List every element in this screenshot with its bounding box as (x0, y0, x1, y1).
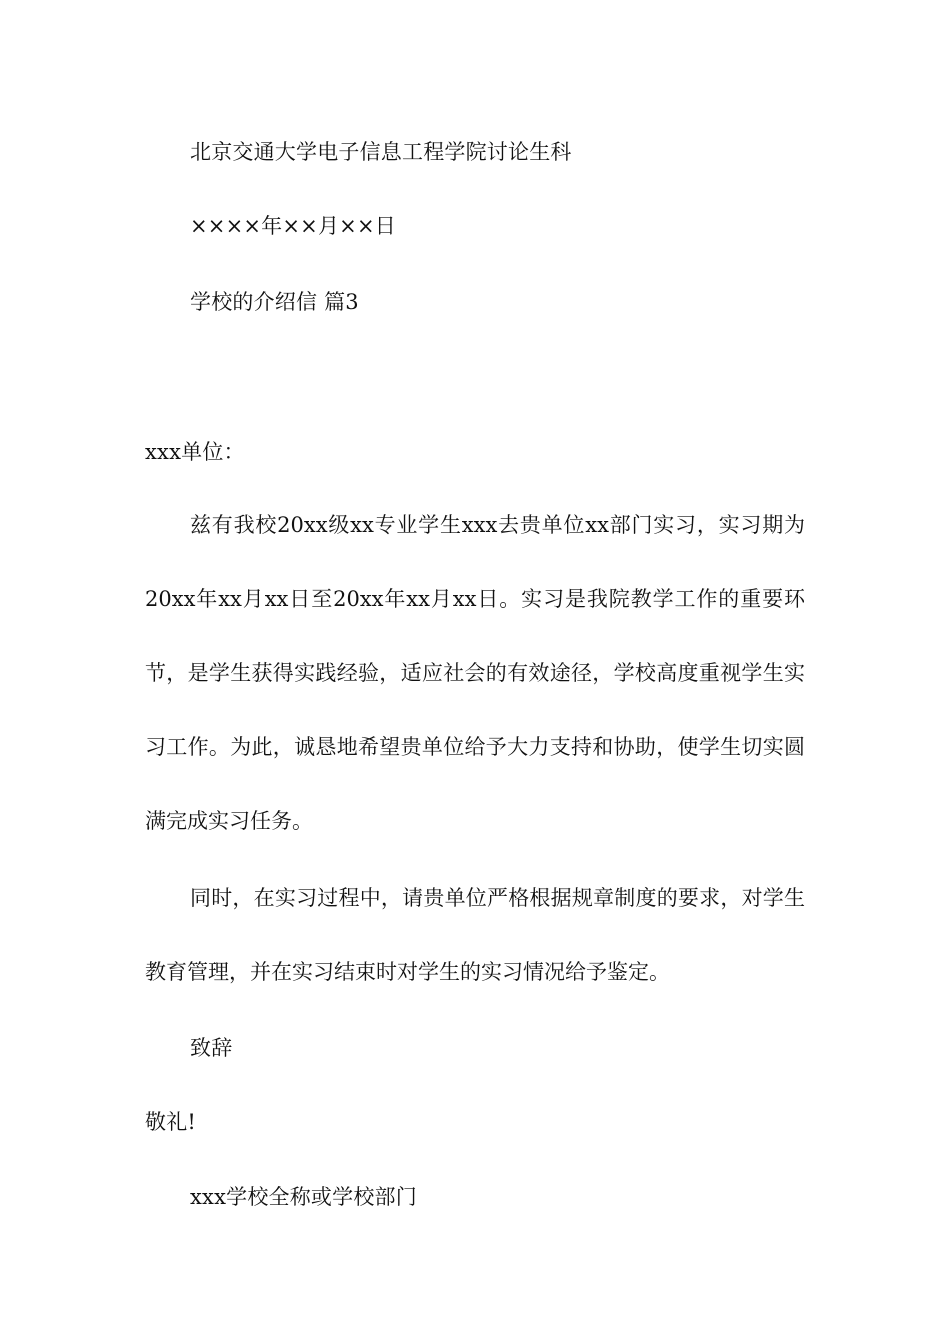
closing-salute: 敬礼! (145, 1110, 197, 1134)
signature: xxx学校全称或学校部门 (190, 1185, 417, 1209)
institution-line: 北京交通大学电子信息工程学院讨论生科 (190, 140, 572, 164)
salutation: xxx单位： (145, 440, 245, 464)
section-title: 学校的介绍信 篇3 (190, 290, 359, 314)
date-line: ××××年××月××日 (190, 214, 396, 238)
closing-greeting: 致辞 (190, 1036, 233, 1060)
body-paragraph-1: 兹有我校20xx级xx专业学生xxx去贵单位xx部门实习，实习期为20xx年xx月xx日至20xx年xx月xx日。实习是我院教学工作的重要环节，是学生获得实践经验，适应社会的有效途径，学校高度重视学生实习工作。为此，诚恳地希望贵单位给予大力支持和协助，使学生切实圆满完成实习任务。 (145, 513, 805, 833)
body-paragraph-2: 同时，在实习过程中，请贵单位严格根据规章制度的要求，对学生教育管理，并在实习结束时对学生的实习情况给予鉴定。 (145, 886, 805, 984)
